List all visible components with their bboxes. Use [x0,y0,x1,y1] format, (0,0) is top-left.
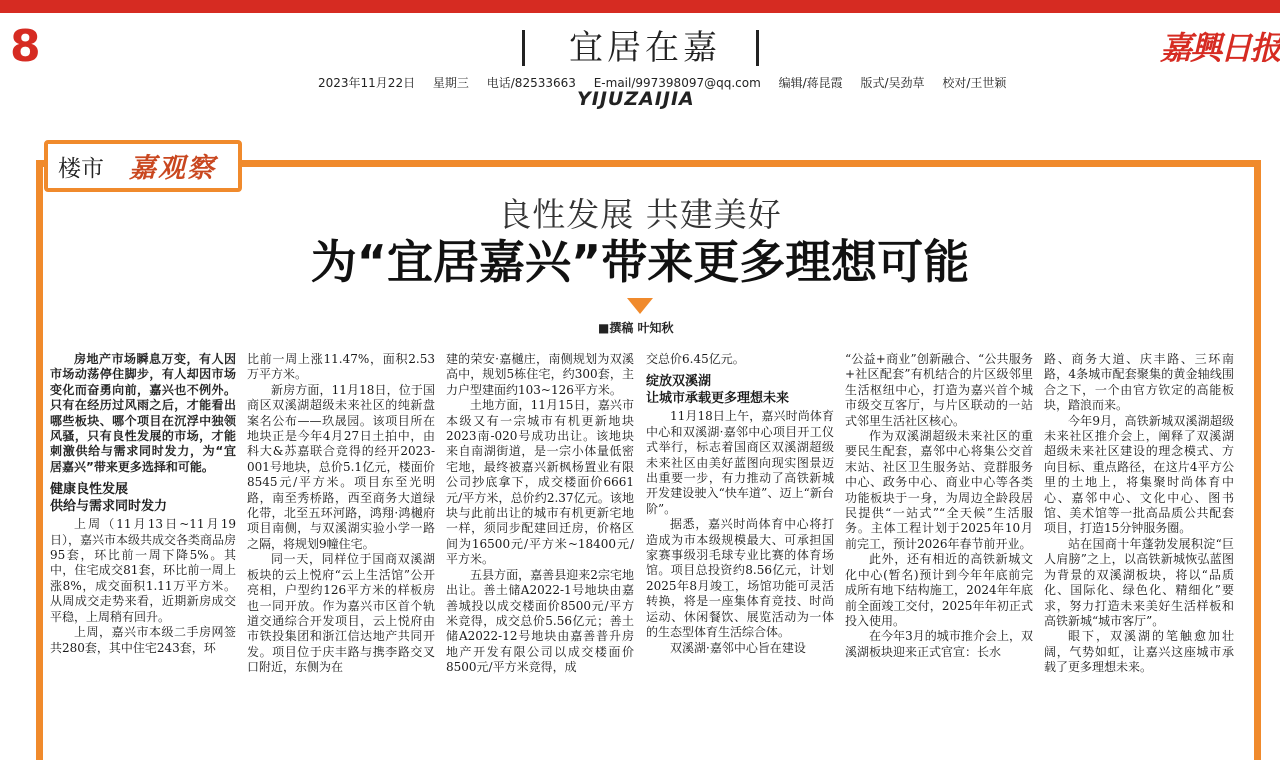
article-subhead: 良性发展 共建美好 [498,195,782,234]
section-pinyin: YIJUZAIJIA [577,88,695,110]
paragraph: 同一天，同样位于国商双溪湖板块的云上悦府“云上生活馆”公开亮相，户型约126平方米的样板房也一同开放。作为嘉兴市区首个轨道交通综合开发项目，云上悦府由市铁投集团和浙江信达地产共同开发。项目位于庆丰路与携李路交叉口附近，东侧为在 [247,552,435,675]
article-column-3 [446,352,634,676]
paragraph: 比前一周上涨11.47%，面积2.53万平方米。 [247,352,435,382]
column-tab-label: 楼市 [58,156,104,182]
paragraph: 新房方面，11月18日，位于国商区双溪湖超级未来社区的纯新盘案名公布——玖晟园。该项目所在地块正是今年4月27日土拍中，由科大&苏嘉联合竞得的经开2023-001号地块，总价5.1亿元，楼面价8545元/平方米。项目东至光明路，南至秀桥路，西至商务大道绿化带，北至五环河路，鸿翔·鸿樾府项目南侧，与双溪湖实验小学一路之隔，将规划9幢住宅。 [247,382,435,551]
paragraph: 路、商务大道、庆丰路、三环南路，4条城市配套聚集的黄金轴线围合之下，一个由官方钦定的高能板块，踏浪而来。 [1044,352,1234,413]
article-byline: ■撰稿 叶知秋 [598,321,674,335]
page-number: 8 [10,21,41,72]
headline-pointer-icon [627,298,653,314]
section-heading-line2: 供给与需求同时发力 [50,499,168,515]
paragraph: 11月18日上午，嘉兴时尚体育中心和双溪湖·嘉邻中心项目开工仪式举行，标志着国商区双溪湖超级未来社区由美好蓝图向现实图景迈出重要一步，有力推动了高铁新城开发建设驶入“快车道”、迈上“新台阶”。 [646,409,834,516]
article-column-2 [247,352,435,676]
section-heading-line2: 让城市承载更多理想未来 [646,391,790,407]
paragraph: 站在国商十年蓬勃发展积淀“巨人肩膀”之上，以高铁新城恢弘蓝图为背景的双溪湖板块，将以“品质化、国际化、绿色化、精细化”要求，努力打造未来美好生活样板和高铁新城“城市客厅”。 [1044,536,1234,628]
paragraph: 双溪湖·嘉邻中心旨在建设 [670,640,806,655]
section-heading-line1: 健康良性发展 [50,482,129,498]
section-heading [50,481,236,515]
contact-email: E-mail/997398097@qq.com [593,76,761,90]
section-heading [646,373,834,407]
paragraph: 作为双溪湖超级未来社区的重要民生配套，嘉邻中心将集公交首末站、社区卫生服务站、竞群服务中心、政务中心、商业中心等各类功能板块于一身，为周边全龄段居民提供“一站式”“全天候”生活服务。主体工程计划于2025年10月前完工，预计2026年春节前开业。 [845,429,1033,551]
article-column-6 [1044,352,1234,676]
newspaper-logo: 嘉興日报 [1160,29,1280,67]
section-title: 宜居在嘉 [569,28,721,68]
paragraph: 五县方面，嘉善县迎来2宗宅地出让。善土储A2022-1号地块由嘉善城投以成交楼面价8500元/平方米竞得，成交总价5.56亿元；善土储A2022-12号地块由嘉善普升房地产开发有限公司以成交楼面价8500元/平方米竞得，成 [446,567,634,675]
paragraph: 建的荣安·嘉樾庄，南侧规划为双溪高中，规划5栋住宅，约300套，主力户型建面约103~126平方米。 [446,352,634,397]
paragraph: 土地方面，11月15日，嘉兴市本级又有一宗城市有机更新地块2023南-020号成功出让。该地块来自南湖街道，是一宗小体量低密宅地，最终被嘉兴新枫杨置业有限公司抄底拿下，成交楼面价6661元/平方米，总价约2.37亿元。该地块与此前出让的城市有机更新宅地一样，须同步配建回迁房，价格区间为16500元/平方米~18400元/平方米。 [446,398,634,567]
proof-credit: 校对/王世颖 [942,76,1007,90]
contact-phone: 电话/82533663 [486,76,576,90]
column-tab-title: 嘉观察 [129,153,216,184]
paragraph: 眼下，双溪湖的笔触愈加壮阔，气势如虹，让嘉兴这座城市承载了更多理想未来。 [1044,629,1234,675]
title-divider-right [756,30,759,66]
article-lead: 房地产市场瞬息万变，有人因市场动荡停住脚步，有人却因市场变化而奋勇向前，嘉兴也不例外。只有在经历过风雨之后，才能看出哪些板块、哪个项目在沉浮中独领风骚，只有良性发展的市场，才能刺激供给与需求同时发力，为“宜居嘉兴”带来更多选择和可能。 [50,352,236,474]
section-heading-line1: 绽放双溪湖 [646,374,712,390]
top-red-bar [0,0,1280,13]
article-column-4 [646,352,834,656]
paragraph: 上周（11月13日~11月19日），嘉兴市本级共成交各类商品房95套，环比前一周下降5%。其中，住宅成交81套，环比前一周上涨8%，成交面积1.11万平方米。从周成交走势来看，近期新房成交平稳，上周稍有回升。 [50,517,237,624]
issue-date: 2023年11月22日 [318,76,416,90]
layout-credit: 版式/吴劲草 [860,76,925,90]
issue-weekday: 星期三 [432,76,469,90]
article-column-5 [845,352,1033,660]
editor-credit: 编辑/蒋昆霞 [778,76,843,90]
paragraph: 交总价6.45亿元。 [646,352,745,366]
paragraph: 此外，还有相近的高铁新城文化中心(暂名)预计到今年年底前完成所有地下结构施工，2024年年底前全面竣工交付，2025年年初正式投入使用。 [845,552,1033,628]
paragraph: 上周，嘉兴市本级二手房网签共280套，其中住宅243套，环 [50,625,236,655]
paragraph: “公益+商业”创新融合、“公共服务+社区配套”有机结合的片区级邻里生活枢纽中心，打造为嘉兴首个城市级交互客厅，与片区联动的一站式邻里生活社区核心。 [845,352,1033,428]
paragraph: 在今年3月的城市推介会上，双溪湖板块迎来正式官宣：长水 [845,629,1033,659]
paragraph: 今年9月，高铁新城双溪湖超级未来社区推介会上，阐释了双溪湖超级未来社区建设的理念模式、方向目标、重点路径，在这片4平方公里的土地上，将集聚时尚体育中心、嘉邻中心、文化中心、图书馆、美术馆等一批高品质公共配套项目，打造15分钟服务圈。 [1044,413,1234,536]
article-headline: 为“宜居嘉兴”带来更多理想可能 [310,235,970,289]
article-column-1 [50,352,236,656]
paragraph: 据悉，嘉兴时尚体育中心将打造成为市本级规模最大、可承担国家赛事级羽毛球专业比赛的体育场馆。项目总投资约8.56亿元，计划2025年8月竣工，场馆功能可灵活转换，将是一座集体育竞技、时尚运动、休闲餐饮、展览活动为一体的生态型体育生活综合体。 [646,517,834,640]
